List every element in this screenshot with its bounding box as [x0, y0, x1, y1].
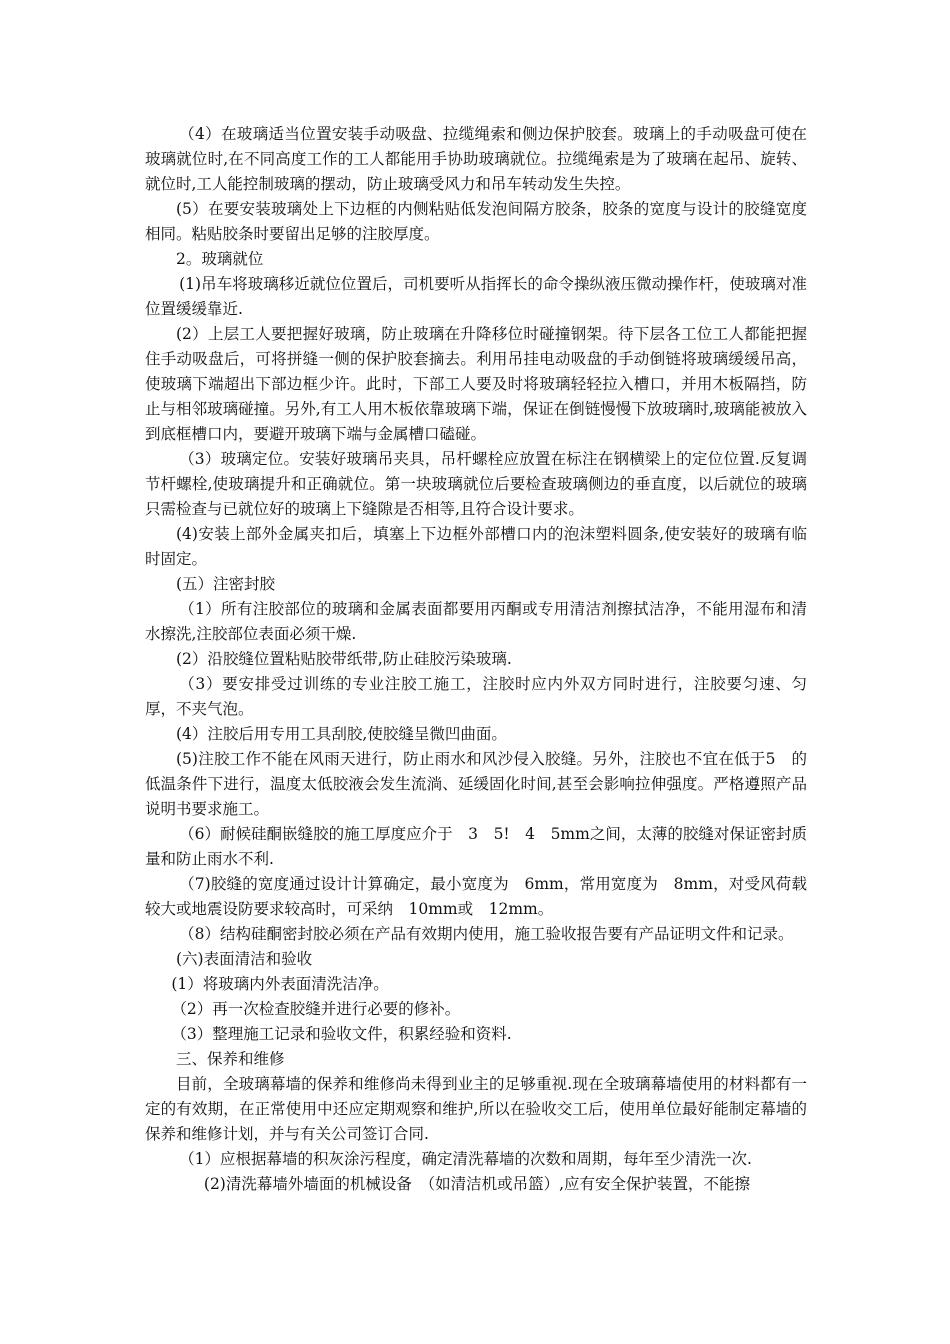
- paragraph-cleaning-equipment: (2)清洗幕墙外墙面的机械设备 （如清洁机或吊篮）,应有安全保护装置，不能擦: [203, 1175, 751, 1193]
- paragraph-clean-glass: (1）将玻璃内外表面清洗洁净。: [171, 975, 389, 993]
- paragraph-joint-width: （7)胶缝的宽度通过设计计算确定，最小宽度为 6mm，常用宽度为 8mm，对受风荷载较大或地震设防要求较高时，可采纳 10mm或 12mm。: [145, 875, 807, 918]
- paragraph-cleaning-frequency: （1）应根据幕墙的积灰涂污程度，确定清洗幕墙的次数和周期，每年至少清洗一次.: [179, 1150, 752, 1168]
- paragraph-upper-workers: (2）上层工人要把握好玻璃，防止玻璃在升降移位时碰撞钢架。待下层各工位工人都能把握住手动吸盘后，可将拼缝一侧的保护胶套摘去。利用吊挂电动吸盘的手动倒链将玻璃缓缓吊高，使玻璃下端超出下部边框少许。此时，下部工人要及时将玻璃轻轻拉入槽口，并用木板隔挡，防止与相邻玻璃碰撞。另外,有工人用木板依靠玻璃下端，保证在倒链慢慢下放玻璃时,玻璃能被放入到底框槽口内，要避开玻璃下端与金属槽口磕碰。: [145, 325, 807, 443]
- paragraph-weather-conditions: (5)注胶工作不能在风雨天进行，防止雨水和风沙侵入胶缝。另外，注胶也不宜在低于5 的低温条件下进行，温度太低胶液会发生流淌、延缓固化时间,甚至会影响拉伸强度。严格遵照产品说明书要求施工。: [145, 750, 807, 818]
- paragraph-step-5-spacer-strip: (5）在要安装玻璃处上下边框的内侧粘贴低发泡间隔方胶条，胶条的宽度与设计的胶缝宽度相同。粘贴胶条时要留出足够的注胶厚度。: [145, 200, 807, 243]
- paragraph-maintenance-intro: 目前，全玻璃幕墙的保养和维修尚未得到业主的足够重视.现在全玻璃幕墙使用的材料都有一定的有效期，在正常使用中还应定期观察和维护,所以在验收交工后，使用单位最好能制定幕墙的保养和维修计划，并与有关公司签订合同.: [145, 1075, 807, 1143]
- section-heading-glass-positioning: 2。玻璃就位: [176, 250, 264, 268]
- paragraph-records: （3）整理施工记录和验收文件，积累经验和资料.: [171, 1025, 512, 1043]
- paragraph-inspect-joints: （2）再一次检查胶缝并进行必要的修补。: [171, 1000, 461, 1018]
- paragraph-glass-alignment: （3）玻璃定位。安装好玻璃吊夹具，吊杆螺栓应放置在标注在钢横梁上的定位位置.反复调节杆螺栓,使玻璃提升和正确就位。第一块玻璃就位后要检查玻璃侧边的垂直度，以后就位的玻璃只需检查与已就位好的玻璃上下缝隙是否相等,且符合设计要求。: [145, 450, 807, 518]
- paragraph-step-4-suction-cups: （4）在玻璃适当位置安装手动吸盘、拉缆绳索和侧边保护胶套。玻璃上的手动吸盘可使在玻璃就位时,在不同高度工作的工人都能用手协助玻璃就位。拉缆绳索是为了玻璃在起吊、旋转、就位时,工人能控制玻璃的摆动，防止玻璃受风力和吊车转动发生失控。: [145, 125, 807, 193]
- paragraph-crane-approach: (1)吊车将玻璃移近就位位置后，司机要听从指挥长的命令操纵液压微动操作杆，使玻璃对准位置缓缓靠近.: [145, 275, 807, 318]
- paragraph-trained-workers: （3）要安排受过训练的专业注胶工施工，注胶时应内外双方同时进行，注胶要匀速、匀厚，不夹气泡。: [145, 675, 807, 718]
- section-heading-sealant: (五）注密封胶: [176, 575, 276, 593]
- paragraph-scraping: (4）注胶后用专用工具刮胶,使胶缝呈微凹曲面。: [176, 725, 507, 743]
- paragraph-metal-clamps: (4)安装上部外金属夹扣后，填塞上下边框外部槽口内的泡沫塑料圆条,使安装好的玻璃有临时固定。: [145, 525, 807, 568]
- paragraph-structural-sealant: （8）结构硅酮密封胶必须在产品有效期内使用，施工验收报告要有产品证明文件和记录。: [179, 925, 794, 943]
- section-heading-maintenance: 三、保养和维修: [176, 1050, 285, 1068]
- section-heading-cleaning-acceptance: (六)表面清洁和验收: [176, 950, 313, 968]
- paragraph-masking-tape: (2）沿胶缝位置粘贴胶带纸带,防止硅胶污染玻璃.: [176, 650, 512, 668]
- document-body: [145, 122, 807, 1197]
- paragraph-surface-cleaning: （1）所有注胶部位的玻璃和金属表面都要用丙酮或专用清洁剂擦拭洁净，不能用湿布和清水擦洗,注胶部位表面必须干燥.: [145, 600, 807, 643]
- paragraph-sealant-thickness: （6）耐候硅酮嵌缝胶的施工厚度应介于 3 5! 4 5mm之间，太薄的胶缝对保证密封质量和防止雨水不利.: [145, 825, 807, 868]
